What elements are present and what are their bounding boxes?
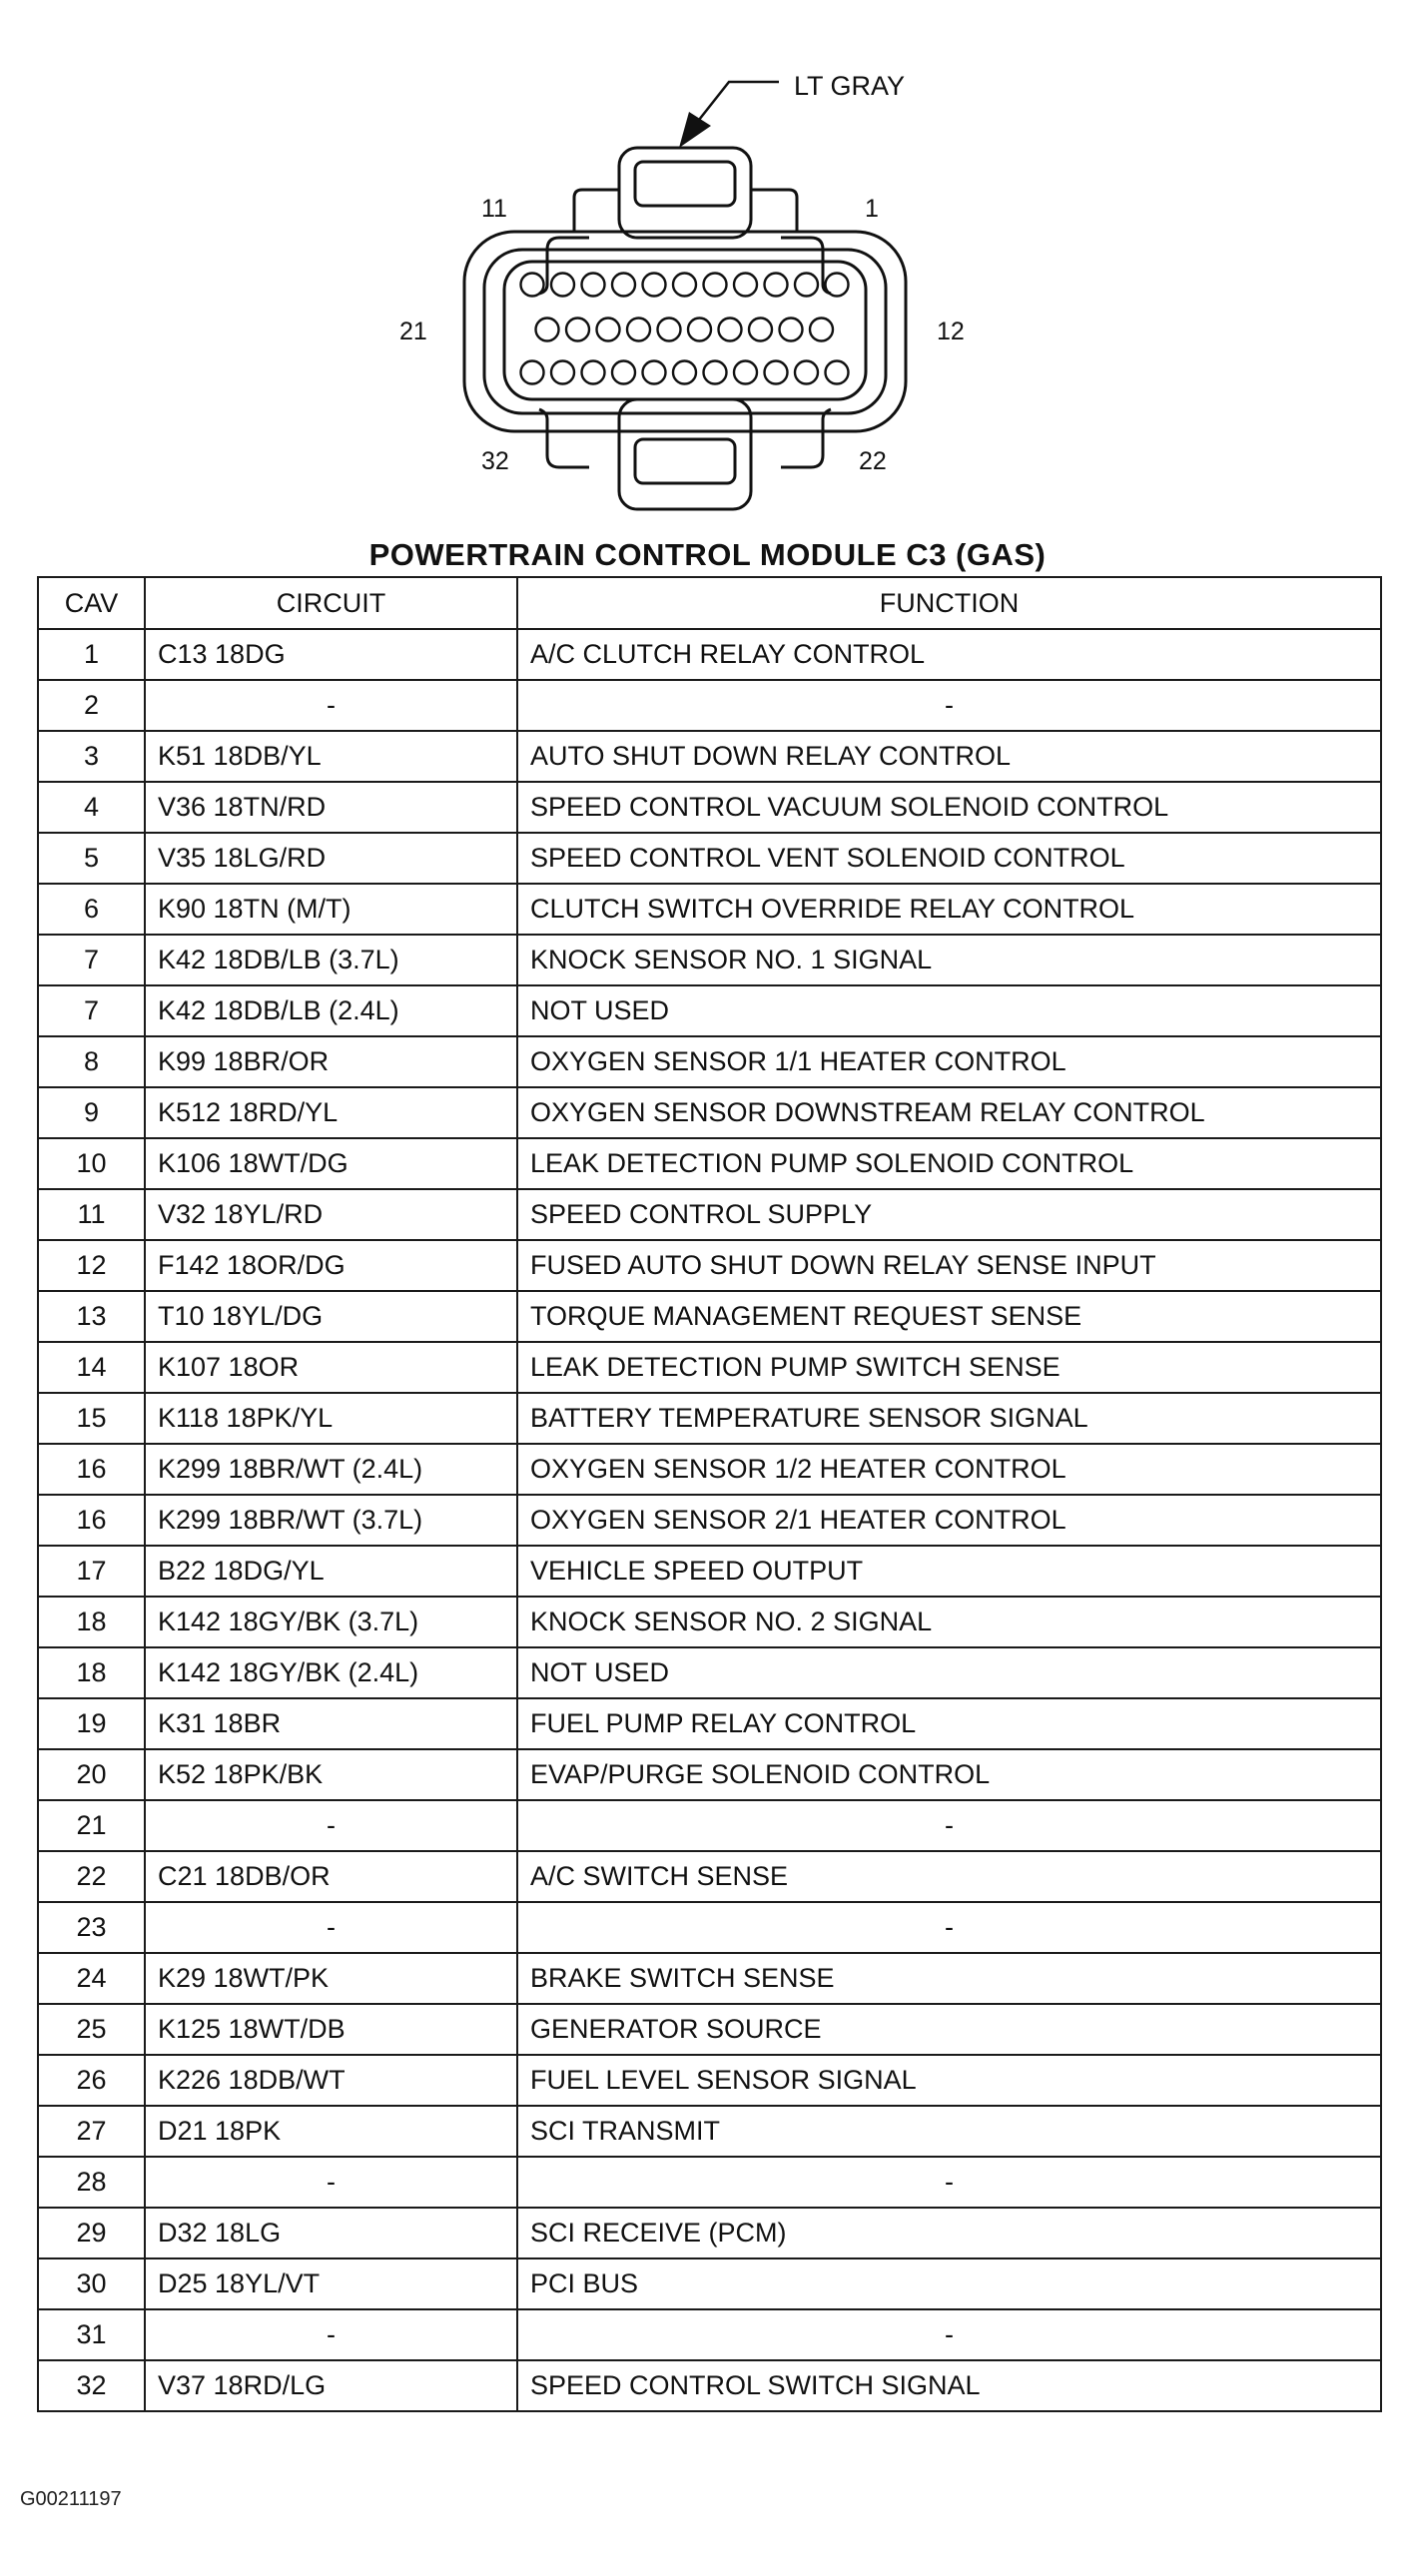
table-row: [38, 1495, 1381, 1546]
cavity-pin: [704, 361, 727, 384]
circuit-cell: D32 18LG: [145, 2208, 517, 2258]
function-cell: GENERATOR SOURCE: [517, 2004, 1381, 2055]
table-row: [38, 884, 1381, 935]
cavity-pin: [673, 361, 696, 384]
table-row: [38, 833, 1381, 884]
function-cell: -: [517, 2157, 1381, 2208]
function-cell: FUEL PUMP RELAY CONTROL: [517, 1698, 1381, 1749]
function-cell: SPEED CONTROL SUPPLY: [517, 1189, 1381, 1240]
cav-cell: 8: [38, 1036, 145, 1087]
cav-cell: 23: [38, 1902, 145, 1953]
table-row: [38, 2106, 1381, 2157]
table-row: [38, 2309, 1381, 2360]
table-header-row: [38, 577, 1381, 629]
pinout-table: [37, 576, 1382, 2412]
cavity-pin: [643, 361, 666, 384]
cavity-pin: [688, 319, 711, 341]
cav-cell: 13: [38, 1291, 145, 1342]
table-row: [38, 1138, 1381, 1189]
function-cell: CLUTCH SWITCH OVERRIDE RELAY CONTROL: [517, 884, 1381, 935]
cavity-pin: [536, 319, 559, 341]
circuit-cell: -: [145, 2157, 517, 2208]
table-row: [38, 680, 1381, 731]
cavity-pin: [826, 361, 849, 384]
table-row: [38, 1036, 1381, 1087]
function-cell: FUSED AUTO SHUT DOWN RELAY SENSE INPUT: [517, 1240, 1381, 1291]
cav-cell: 28: [38, 2157, 145, 2208]
circuit-cell: K512 18RD/YL: [145, 1087, 517, 1138]
table-row: [38, 1189, 1381, 1240]
function-cell: A/C SWITCH SENSE: [517, 1851, 1381, 1902]
table-row: [38, 2360, 1381, 2411]
circuit-cell: K226 18DB/WT: [145, 2055, 517, 2106]
circuit-cell: D25 18YL/VT: [145, 2258, 517, 2309]
table-row: [38, 1240, 1381, 1291]
table-row: [38, 782, 1381, 833]
cavity-pin: [780, 319, 803, 341]
function-cell: -: [517, 1902, 1381, 1953]
function-cell: FUEL LEVEL SENSOR SIGNAL: [517, 2055, 1381, 2106]
function-cell: -: [517, 1800, 1381, 1851]
cav-cell: 30: [38, 2258, 145, 2309]
circuit-cell: -: [145, 1902, 517, 1953]
cav-cell: 1: [38, 629, 145, 680]
function-cell: PCI BUS: [517, 2258, 1381, 2309]
cavity-pin: [734, 274, 757, 297]
circuit-cell: K107 18OR: [145, 1342, 517, 1393]
cav-cell: 15: [38, 1393, 145, 1444]
circuit-cell: K51 18DB/YL: [145, 731, 517, 782]
cavity-label-32: 32: [481, 447, 509, 475]
function-cell: BATTERY TEMPERATURE SENSOR SIGNAL: [517, 1393, 1381, 1444]
cav-cell: 24: [38, 1953, 145, 2004]
cav-cell: 2: [38, 680, 145, 731]
table-row: [38, 1546, 1381, 1597]
cav-cell: 16: [38, 1495, 145, 1546]
cav-cell: 5: [38, 833, 145, 884]
function-cell: TORQUE MANAGEMENT REQUEST SENSE: [517, 1291, 1381, 1342]
cavity-label-21: 21: [399, 318, 427, 345]
cav-cell: 18: [38, 1597, 145, 1647]
circuit-cell: -: [145, 2309, 517, 2360]
circuit-cell: B22 18DG/YL: [145, 1546, 517, 1597]
connector-diagram: [0, 0, 1415, 529]
cav-cell: 19: [38, 1698, 145, 1749]
cavity-pin: [521, 274, 544, 297]
cavity-label-11: 11: [481, 195, 507, 223]
cavity-pin: [795, 361, 818, 384]
function-cell: SPEED CONTROL SWITCH SIGNAL: [517, 2360, 1381, 2411]
circuit-cell: V35 18LG/RD: [145, 833, 517, 884]
cav-cell: 27: [38, 2106, 145, 2157]
function-cell: OXYGEN SENSOR 1/2 HEATER CONTROL: [517, 1444, 1381, 1495]
cavity-pin: [612, 361, 635, 384]
circuit-cell: -: [145, 680, 517, 731]
function-cell: OXYGEN SENSOR 2/1 HEATER CONTROL: [517, 1495, 1381, 1546]
cavity-pins: [521, 274, 849, 384]
table-row: [38, 1953, 1381, 2004]
table-row: [38, 731, 1381, 782]
table-row: [38, 1800, 1381, 1851]
function-cell: EVAP/PURGE SOLENOID CONTROL: [517, 1749, 1381, 1800]
table-row: [38, 2055, 1381, 2106]
cav-cell: 7: [38, 935, 145, 985]
cavity-pin: [810, 319, 833, 341]
function-cell: LEAK DETECTION PUMP SWITCH SENSE: [517, 1342, 1381, 1393]
header-function: FUNCTION: [517, 577, 1381, 629]
cavity-pin: [582, 361, 605, 384]
table-row: [38, 985, 1381, 1036]
cavity-pin: [551, 361, 574, 384]
color-callout-label: LT GRAY: [794, 71, 906, 101]
circuit-cell: K42 18DB/LB (2.4L): [145, 985, 517, 1036]
circuit-cell: C13 18DG: [145, 629, 517, 680]
table-row: [38, 1647, 1381, 1698]
cavity-pin: [795, 274, 818, 297]
cavity-label-12: 12: [937, 318, 965, 345]
function-cell: NOT USED: [517, 985, 1381, 1036]
circuit-cell: K106 18WT/DG: [145, 1138, 517, 1189]
connector-housing: [464, 148, 906, 509]
cavity-pin: [765, 274, 788, 297]
circuit-cell: T10 18YL/DG: [145, 1291, 517, 1342]
table-row: [38, 1342, 1381, 1393]
table-row: [38, 1749, 1381, 1800]
cav-cell: 3: [38, 731, 145, 782]
cav-cell: 31: [38, 2309, 145, 2360]
cav-cell: 25: [38, 2004, 145, 2055]
circuit-cell: K125 18WT/DB: [145, 2004, 517, 2055]
circuit-cell: K90 18TN (M/T): [145, 884, 517, 935]
circuit-cell: F142 18OR/DG: [145, 1240, 517, 1291]
callout-arrow: [699, 82, 779, 120]
circuit-cell: V32 18YL/RD: [145, 1189, 517, 1240]
table-row: [38, 1444, 1381, 1495]
circuit-cell: -: [145, 1800, 517, 1851]
cavity-pin: [566, 319, 589, 341]
function-cell: AUTO SHUT DOWN RELAY CONTROL: [517, 731, 1381, 782]
table-row: [38, 1393, 1381, 1444]
cavity-pin: [719, 319, 742, 341]
function-cell: BRAKE SWITCH SENSE: [517, 1953, 1381, 2004]
cavity-pin: [673, 274, 696, 297]
function-cell: KNOCK SENSOR NO. 2 SIGNAL: [517, 1597, 1381, 1647]
table-row: [38, 935, 1381, 985]
function-cell: NOT USED: [517, 1647, 1381, 1698]
function-cell: VEHICLE SPEED OUTPUT: [517, 1546, 1381, 1597]
circuit-cell: K299 18BR/WT (3.7L): [145, 1495, 517, 1546]
cavity-pin: [765, 361, 788, 384]
cavity-label-1: 1: [865, 195, 879, 223]
cav-cell: 32: [38, 2360, 145, 2411]
cavity-pin: [627, 319, 650, 341]
cavity-pin: [612, 274, 635, 297]
table-row: [38, 2208, 1381, 2258]
circuit-cell: K142 18GY/BK (2.4L): [145, 1647, 517, 1698]
cav-cell: 17: [38, 1546, 145, 1597]
cavity-pin: [551, 274, 574, 297]
circuit-cell: K52 18PK/BK: [145, 1749, 517, 1800]
circuit-cell: K99 18BR/OR: [145, 1036, 517, 1087]
function-cell: OXYGEN SENSOR DOWNSTREAM RELAY CONTROL: [517, 1087, 1381, 1138]
cavity-pin: [734, 361, 757, 384]
circuit-cell: K42 18DB/LB (3.7L): [145, 935, 517, 985]
function-cell: KNOCK SENSOR NO. 1 SIGNAL: [517, 935, 1381, 985]
cav-cell: 20: [38, 1749, 145, 1800]
cav-cell: 7: [38, 985, 145, 1036]
header-cav: CAV: [38, 577, 145, 629]
circuit-cell: K299 18BR/WT (2.4L): [145, 1444, 517, 1495]
circuit-cell: K29 18WT/PK: [145, 1953, 517, 2004]
header-circuit: CIRCUIT: [145, 577, 517, 629]
cav-cell: 18: [38, 1647, 145, 1698]
cav-cell: 16: [38, 1444, 145, 1495]
cav-cell: 21: [38, 1800, 145, 1851]
cavity-label-22: 22: [859, 447, 887, 475]
circuit-cell: K31 18BR: [145, 1698, 517, 1749]
table-title: POWERTRAIN CONTROL MODULE C3 (GAS): [368, 537, 1047, 572]
circuit-cell: V36 18TN/RD: [145, 782, 517, 833]
table-row: [38, 629, 1381, 680]
circuit-cell: D21 18PK: [145, 2106, 517, 2157]
cav-cell: 10: [38, 1138, 145, 1189]
cav-cell: 14: [38, 1342, 145, 1393]
circuit-cell: C21 18DB/OR: [145, 1851, 517, 1902]
cavity-pin: [704, 274, 727, 297]
cavity-pin: [597, 319, 620, 341]
function-cell: LEAK DETECTION PUMP SOLENOID CONTROL: [517, 1138, 1381, 1189]
cavity-pin: [643, 274, 666, 297]
circuit-cell: V37 18RD/LG: [145, 2360, 517, 2411]
cav-cell: 29: [38, 2208, 145, 2258]
function-cell: SPEED CONTROL VACUUM SOLENOID CONTROL: [517, 782, 1381, 833]
cav-cell: 26: [38, 2055, 145, 2106]
cavity-pin: [658, 319, 681, 341]
cavity-pin: [582, 274, 605, 297]
function-cell: SCI TRANSMIT: [517, 2106, 1381, 2157]
circuit-cell: K142 18GY/BK (3.7L): [145, 1597, 517, 1647]
callout-arrowhead: [679, 112, 711, 148]
cav-cell: 9: [38, 1087, 145, 1138]
function-cell: SCI RECEIVE (PCM): [517, 2208, 1381, 2258]
cavity-pin: [521, 361, 544, 384]
function-cell: SPEED CONTROL VENT SOLENOID CONTROL: [517, 833, 1381, 884]
function-cell: A/C CLUTCH RELAY CONTROL: [517, 629, 1381, 680]
function-cell: OXYGEN SENSOR 1/1 HEATER CONTROL: [517, 1036, 1381, 1087]
cav-cell: 4: [38, 782, 145, 833]
function-cell: -: [517, 680, 1381, 731]
table-row: [38, 1698, 1381, 1749]
table-row: [38, 1087, 1381, 1138]
table-row: [38, 1851, 1381, 1902]
table-row: [38, 2157, 1381, 2208]
figure-id: G00211197: [20, 2488, 122, 2510]
function-cell: -: [517, 2309, 1381, 2360]
cavity-pin: [749, 319, 772, 341]
table-row: [38, 1291, 1381, 1342]
cavity-pin: [826, 274, 849, 297]
circuit-cell: K118 18PK/YL: [145, 1393, 517, 1444]
cav-cell: 11: [38, 1189, 145, 1240]
cav-cell: 12: [38, 1240, 145, 1291]
cav-cell: 22: [38, 1851, 145, 1902]
table-row: [38, 2004, 1381, 2055]
cav-cell: 6: [38, 884, 145, 935]
table-row: [38, 1597, 1381, 1647]
table-row: [38, 1902, 1381, 1953]
table-row: [38, 2258, 1381, 2309]
